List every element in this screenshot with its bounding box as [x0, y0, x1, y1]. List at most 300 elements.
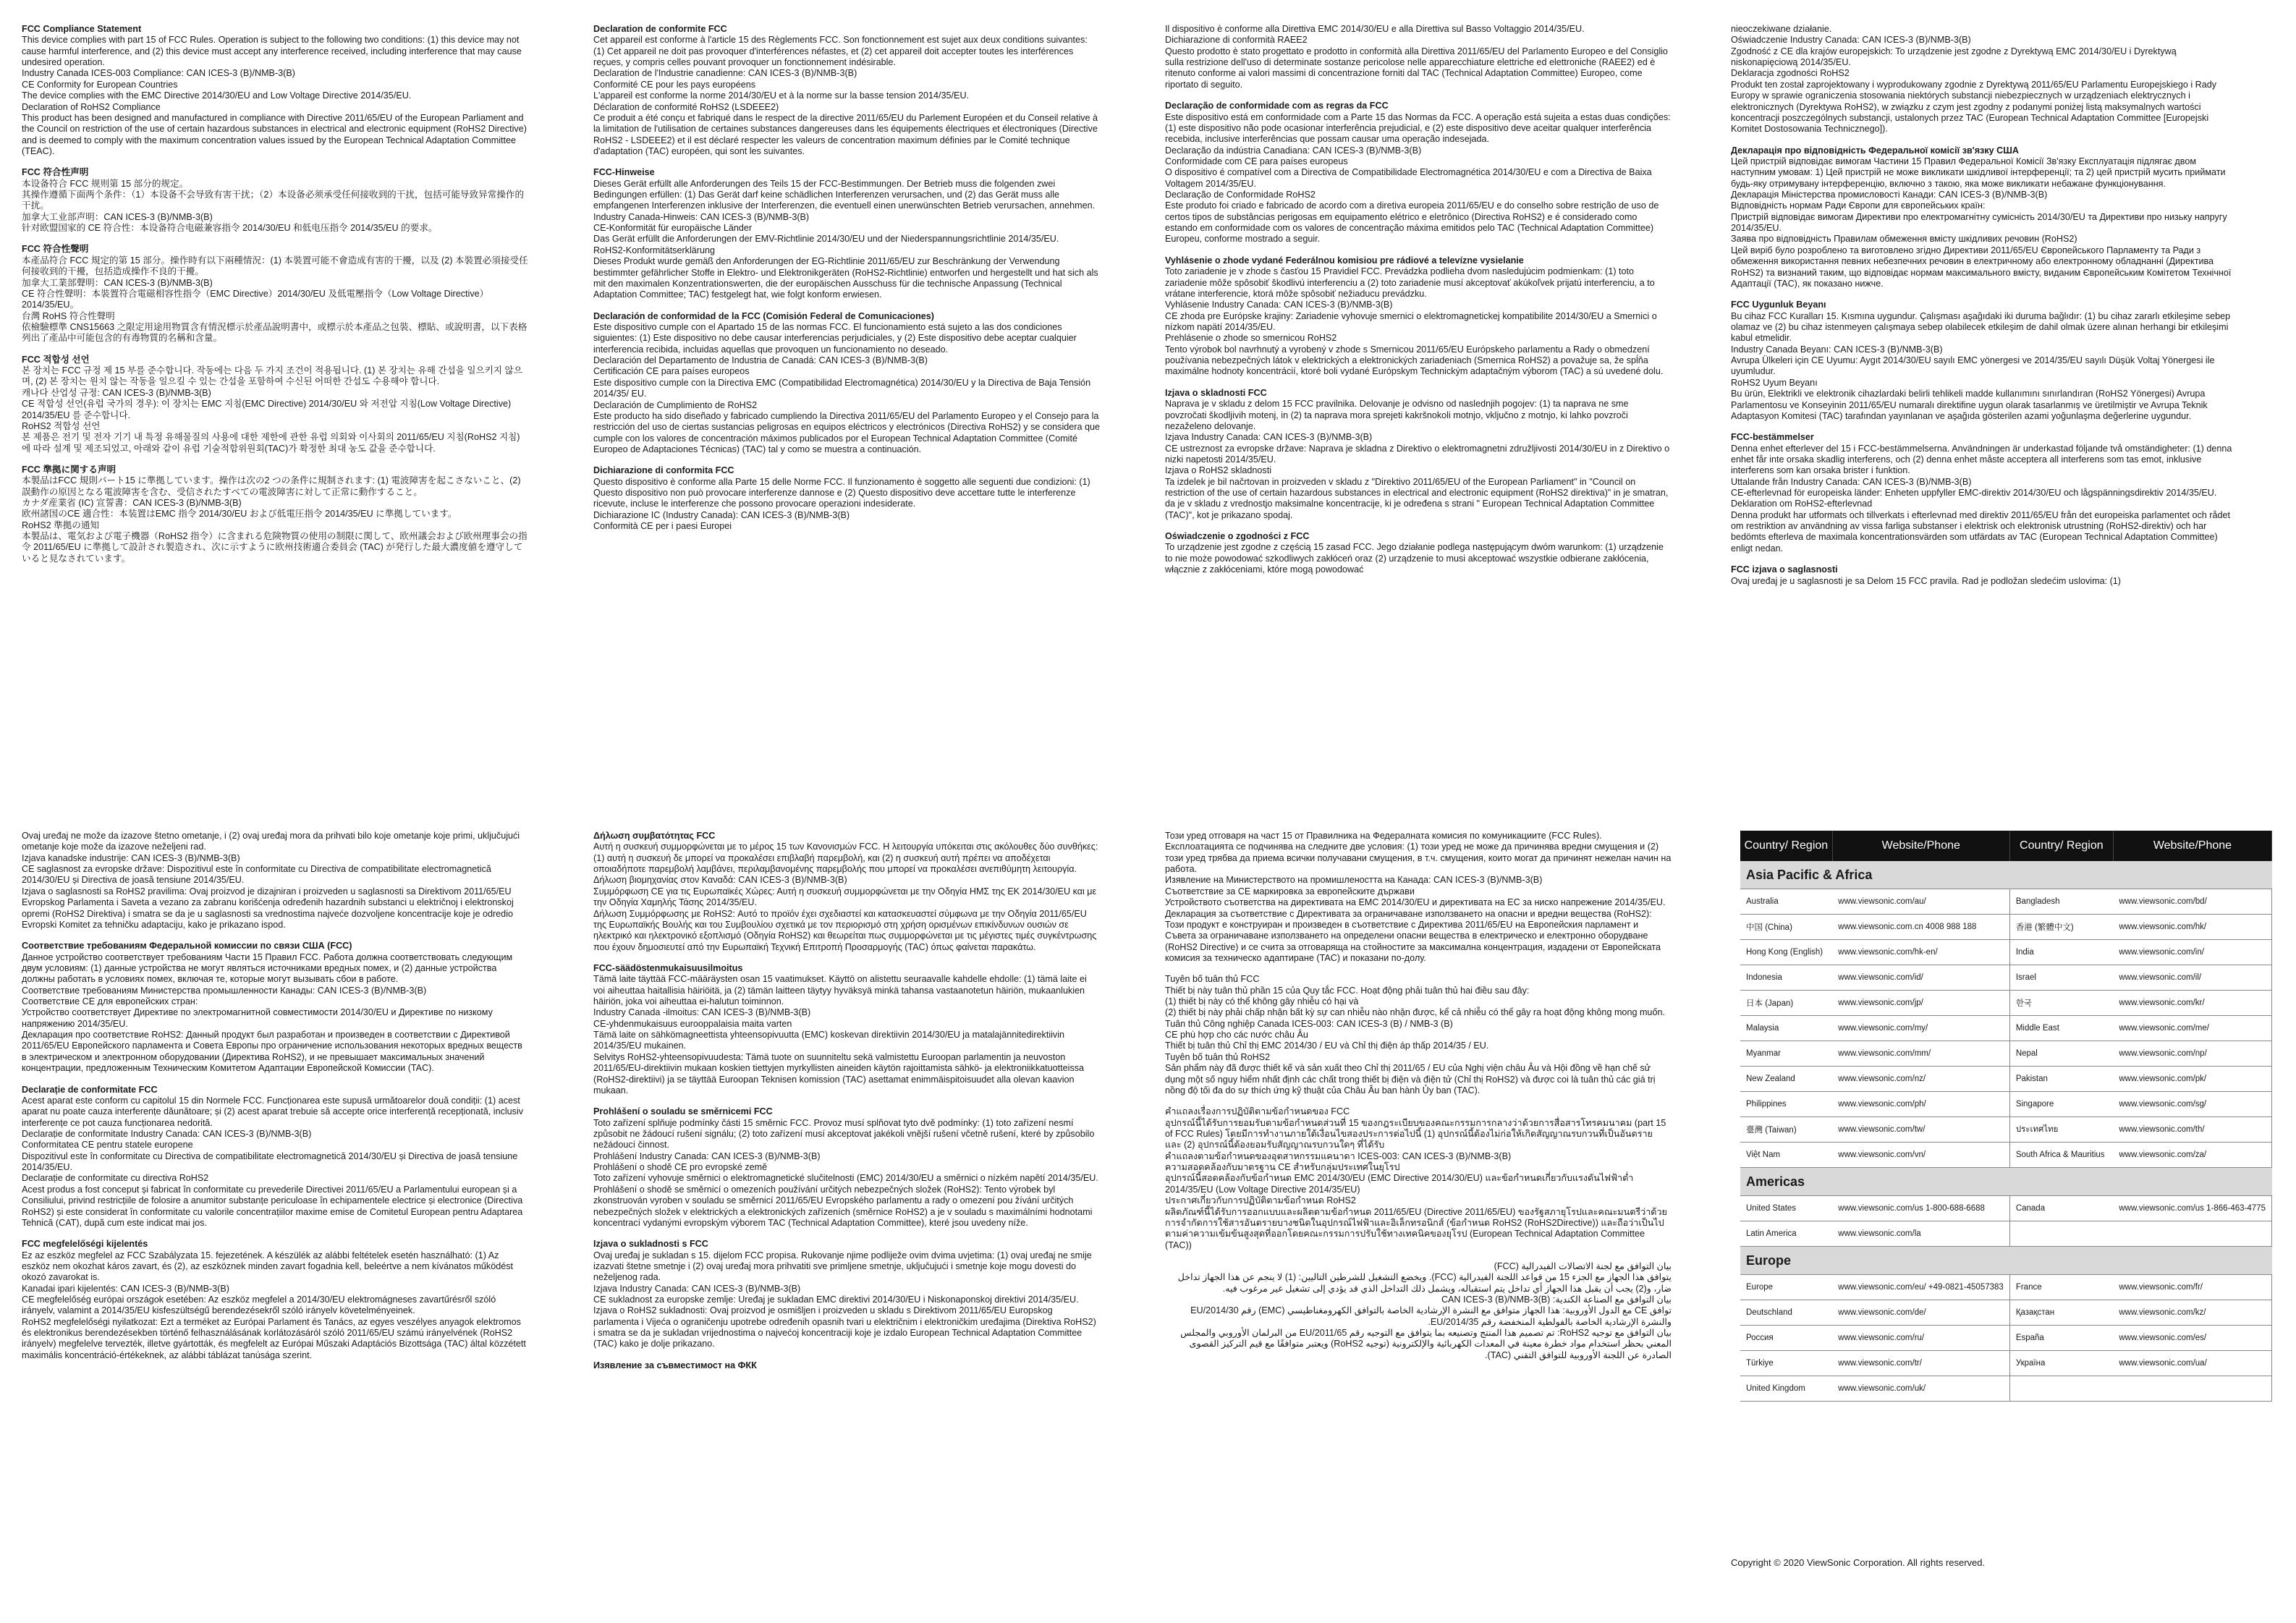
section-paragraph: Este dispositivo está em conformidade com a Parte 15 das Normas da FCC. A operação está sujeita a estas duas condições: (1) este dispositivo não pode ocasionar interferência prejudicial, e (2) este dispositivo deve aceitar qualquer interferência recebida, inclusive interferências que possam causar uma operação indesejada.: [1165, 111, 1671, 145]
compliance-section: [22, 1085, 528, 1229]
compliance-section: [1165, 531, 1672, 575]
section-paragraph: Tämä laite täyttää FCC-määräysten osan 15 vaatimukset. Käyttö on alistettu seuraavalle kahdelle ehdolle: (1) tämä laite ei voi aiheuttaa haitallisia häiriöitä, ja (2) tämän laitteen täytyy hyväksyä minkä tahansa vastaanotetun häiriön, mukaanlukien häiriön, joka voi aiheuttaa ei-halutun toiminnon.: [593, 974, 1087, 1007]
header-country-region: Country/ Region: [2009, 831, 2113, 861]
website-cell[interactable]: www.viewsonic.com/au/: [1832, 889, 2009, 915]
section-paragraph: Декларація Міністерства промисловості Канади: CAN ICES-3 (B)/NMB-3(B): [1731, 190, 2048, 200]
website-cell[interactable]: www.viewsonic.com/us 1-800-688-6688: [1832, 1196, 2009, 1221]
region-name: Europe: [1740, 1247, 2272, 1275]
website-cell[interactable]: www.viewsonic.com/us 1-866-463-4775: [2113, 1196, 2271, 1221]
section-paragraph: The device complies with the EMC Directive 2014/30/EU and Low Voltage Directive 2014/35/EU.: [22, 90, 412, 101]
section-title: Δήλωση συμβατότητας FCC: [593, 831, 716, 841]
website-cell[interactable]: www.viewsonic.com/uk/: [1832, 1376, 2009, 1402]
section-paragraph: Tento výrobok bol navrhnutý a vyrobený v zhode s Smernicou 2011/65/EU Európskeho parlamentu a Rady o obmedzení používania nebezpečných látok v elektrických a elektronických zariadeniach (Smernica RoHS2) a považuje sa, že spĺňa maximálne hodnoty koncentrácií, ktoré boli vydané Európskym Technickým adaptačným výborom (TAC) a sú uvedené dolu.: [1165, 344, 1664, 377]
section-paragraph: Ez az eszköz megfelel az FCC Szabályzata 15. fejezetének. A készülék az alábbi feltételek esetén használható: (1) Az eszköz nem okozhat káros zavart, és (2), az eszköznek minden zavart fogadnia kell, beleértve a nem kívánatos működést okozó zavarokat is.: [22, 1250, 513, 1283]
compliance-section: [22, 1239, 528, 1361]
section-paragraph: Δήλωση βιομηχανίας στον Καναδά: CAN ICES-3 (B)/NMB-3(B): [593, 875, 847, 886]
section-paragraph: Dieses Gerät erfüllt alle Anforderungen des Teils 15 der FCC-Bestimmungen. Der Betrieb muss die folgenden zwei Bedingungen erfüllen: (1) Das Gerät darf keine schädlichen Interferenzen verursachen, und (2) das Gerät muss alle empfangenen Interferenzen inklusive der Interferenzen, die eventuell einen unerwünschten Betrieb verursachen, annehmen.: [593, 178, 1096, 211]
section-paragraph: CE-yhdenmukaisuus eurooppalaisia maita varten: [593, 1018, 792, 1029]
country-cell: United States: [1740, 1196, 1832, 1221]
compliance-section: [1165, 974, 1672, 1096]
website-cell[interactable]: www.viewsonic.com/kr/: [2113, 991, 2271, 1016]
section-paragraph: CE-efterlevnad för europeiska länder: Enheten uppfyller EMC-direktiv 2014/30/EU och lågspänningsdirektiv 2014/35/EU.: [1731, 488, 2217, 499]
website-cell[interactable]: www.viewsonic.com/la: [1832, 1221, 2009, 1247]
compliance-section: [1165, 101, 1672, 245]
section-paragraph: Устройството съответства на директивата на ЕМС 2014/30/EU и директивата на ЕС за ниско напрежение 2014/35/EU.: [1165, 897, 1666, 908]
table-row: [1740, 1376, 2272, 1402]
table-row: [1740, 965, 2272, 991]
section-paragraph: Declaração da indústria Canadiana: CAN ICES-3 (B)/NMB-3(B): [1165, 145, 1422, 156]
compliance-section: [22, 355, 528, 454]
website-cell[interactable]: www.viewsonic.com/bd/: [2113, 889, 2271, 915]
section-paragraph: 本製品は、電気および電子機器（RoHS2 指令）に含まれる危険物質の使用の制限に関して、欧州議会および欧州理事会の指令 2011/65/EU に準拠して設計され製造され、次に示すように欧州技術適合委員会 (TAC) が発行した最大濃度値を遵守していると見なされています。: [22, 531, 528, 564]
section-paragraph: بيان التوافق مع الصناعة الكندية: CAN ICES-3 (B)/NMB-3(B): [1441, 1294, 1672, 1305]
section-paragraph: Съответствие за СЕ маркировка за европейските държави: [1165, 886, 1415, 897]
section-paragraph: Industry Canada ICES-003 Compliance: CAN ICES-3 (B)/NMB-3(B): [22, 68, 295, 79]
section-paragraph: Ce produit a été conçu et fabriqué dans le respect de la directive 2011/65/EU du Parlement Européen et du Conseil relative à la limitation de l'utilisation de certaines substances dangereuses dans les équipements électriques et électroniques (Directive RoHS2 - LSDEEE2) et il est déclaré respecter les valeurs de concentration maximum définies par le Comité technique d'adaptation (TAC) européen, qui sont les suivantes.: [593, 112, 1098, 156]
section-paragraph: Prohlášení o shodě CE pro evropské země: [593, 1162, 768, 1173]
section-paragraph: ประกาศเกี่ยวกับการปฏิบัติตามข้อกำหนด RoHS2: [1165, 1195, 1356, 1206]
section-paragraph: Declaration de l'Industrie canadienne: CAN ICES-3 (B)/NMB-3(B): [593, 68, 857, 79]
compliance-section: [22, 24, 528, 157]
section-paragraph: 依檢驗標準 CNS15663 之限定用途用物質含有情況標示於產品說明書中，或標示於本產品之包裝、標貼、或說明書，以下表格列出了產品中可能包含的有毒物質的名稱和含量。: [22, 321, 528, 344]
country-cell: India: [2009, 940, 2113, 965]
compliance-section: [22, 465, 528, 564]
region-name: Americas: [1740, 1168, 2272, 1196]
section-title: FCC izjava o saglasnosti: [1731, 564, 1838, 575]
section-title: FCC 符合性聲明: [22, 244, 89, 255]
compliance-section: [22, 167, 528, 234]
section-paragraph: This product has been designed and manufactured in compliance with Directive 2011/65/EU of the European Parliament and the Council on restriction of the use of certain hazardous substances in electrical and electronic equipment (RoHS2 Directive) and is deemed to comply with the maximum concentration values issued by the European Technical Adaptation Committee (TEAC).: [22, 112, 527, 156]
country-cell: France: [2009, 1275, 2113, 1300]
section-paragraph: RoHS2 적합성 선언: [22, 420, 101, 431]
section-paragraph: Conformité CE pour les pays européens: [593, 79, 756, 90]
section-paragraph: Този уред отговаря на част 15 от Правилника на Федералната комисия по комуникациите (FCC Rules). Експлоатацията се подчинява на следните две условия: (1) този уред не може да причинява вредни смущения и (2) този уред трябва да приема всички получавани смущения, в т.ч. смущения, които могат да причинят нежелан начин на работа.: [1165, 831, 1672, 875]
section-paragraph: Izjava Industry Canada: CAN ICES-3 (B)/NMB-3(B): [1165, 432, 1373, 443]
compliance-column-4: [1731, 24, 2237, 747]
section-paragraph: 본 제품은 전기 및 전자 기기 내 특정 유해물질의 사용에 대한 제한에 관한 유럽 의회와 이사회의 2011/65/EU 지침(RoHS2 지침)에 따라 설계 및 제조되었고, 아래와 같이 유럽 기술적합위원회(TAC)가 확정한 최대 농도 값을 준수합니다.: [22, 432, 520, 454]
section-title: Izjava o skladnosti FCC: [1165, 387, 1267, 398]
section-paragraph: CE 적합성 선언(유럽 국가의 경우): 이 장치는 EMC 지침(EMC Directive) 2014/30/EU 와 저전압 지침(Low Voltage Directive) 2014/35/EU 를 준수합니다.: [22, 399, 512, 420]
table-row: [1740, 1351, 2272, 1376]
country-cell: España: [2009, 1326, 2113, 1351]
section-paragraph: 加拿大工業部聲明：CAN ICES-3 (B)/NMB-3(B): [22, 277, 213, 288]
section-paragraph: Dieses Produkt wurde gemäß den Anforderungen der EG-Richtlinie 2011/65/EU zur Beschränkung der Verwendung bestimmter gefährlicher Stoffe in Elektro- und Elektronikgeräten (RoHS2-Richtlinie) entworfen und hergestellt und hat sich als mit den maximalen Konzentrationswerten, die der europäischen Ausschuss für die technische Anpassung (Technical Adaptation Committee; TAC) festgelegt hat, wie folgt konform erwiesen.: [593, 256, 1098, 300]
section-title: FCC Compliance Statement: [22, 24, 142, 34]
header-website-phone: Website/Phone: [1832, 831, 2009, 861]
table-row: [1740, 1275, 2272, 1300]
section-paragraph: Vyhlásenie Industry Canada: CAN ICES-3 (B)/NMB-3(B): [1165, 300, 1393, 310]
section-paragraph: Данное устройство соответствует требованиям Части 15 Правил FCC. Работа должна соответствовать следующим двум условиям: (1) данные устройства не могут являться источниками вредных помех, и (2) данные устройства должны работать в условиях помех, включая те, которые могут вызывать сбои в работе.: [22, 952, 513, 985]
section-paragraph: To urządzenie jest zgodne z częścią 15 zasad FCC. Jego działanie podlega następującym dwóm warunkom: (1) urządzenie to nie może powodować szkodliwych zakłóceń oraz (2) urządzenie to musi akceptować wszystkie odbierane zakłócenia, włącznie z zakłóceniami, które mogą powodować: [1165, 542, 1664, 575]
section-paragraph: Declaración de Cumplimiento de RoHS2: [593, 399, 758, 410]
website-cell[interactable]: www.viewsonic.com/mm/: [1832, 1041, 2009, 1067]
country-cell: 日本 (Japan): [1740, 991, 1832, 1016]
country-cell: Middle East: [2009, 1016, 2113, 1041]
country-cell: Indonesia: [1740, 965, 1832, 991]
section-title: FCC-bestämmelser: [1731, 432, 1814, 443]
section-paragraph: Tuân thủ Công nghiệp Canada ICES-003: CAN ICES-3 (B) / NMB-3 (B): [1165, 1018, 1453, 1029]
section-paragraph: Certificación CE para países europeos: [593, 366, 750, 377]
section-paragraph: Ovaj uređaj ne može da izazove štetno ometanje, i (2) ovaj uređaj mora da prihvati bilo koje ometanje koje primi, uključujući ometanje koje može da izazove neželjeni rad.: [22, 831, 520, 852]
region-header-row: [1740, 861, 2272, 889]
section-paragraph: CE sukladnost za europske zemlje: Uređaj je sukladan EMC direktivi 2014/30/EU i Niskonaponskoj direktivi 2014/35/EU.: [593, 1294, 1079, 1305]
section-paragraph: Tuyên bố tuân thủ FCC: [1165, 974, 1260, 985]
section-paragraph: CE ustreznost za evropske države: Naprava je skladna z Direktivo o elektromagnetni združljivosti 2014/30/EU in z Direktivo o nizki napetosti 2014/35/EU.: [1165, 443, 1670, 465]
section-paragraph: RoHS2 準拠の通知: [22, 520, 100, 530]
compliance-section: [593, 1239, 1100, 1350]
website-cell[interactable]: www.viewsonic.com/jp/: [1832, 991, 2009, 1016]
country-cell: South Africa & Mauritius: [2009, 1143, 2113, 1168]
compliance-section: [593, 465, 1100, 532]
section-paragraph: Δήλωση Συμμόρφωσης με RoHS2: Αυτό το προϊόν έχει σχεδιαστεί και κατασκευαστεί σύμφωνα με την Οδηγία 2011/65/EU της Ευρωπαϊκής Βουλής και του Συμβουλίου σχετικά με τον περιορισμό στη χρήση ορισμένων επικίνδυνων ουσιών σε ηλεκτρικό και ηλεκτρονικό εξοπλισμό (Οδηγία RoHS2) και θεωρείται πως συμμορφώνεται με τις μέγιστες τιμές συγκέντρωσης που έχουν δημοσιευτεί από την Ευρωπαϊκή Τεχνική Επιτροπή Προσαρμογής (TAC) όπως φαίνεται παρακάτω.: [593, 908, 1097, 952]
compliance-section: [593, 831, 1100, 953]
section-paragraph: Пристрій відповідає вимогам Директиви про електромагнітну сумісність 2014/30/EU та Директиви про низьку напругу 2014/35/EU.: [1731, 211, 2227, 234]
website-cell[interactable]: www.viewsonic.com/kz/: [2113, 1300, 2271, 1326]
website-cell[interactable]: www.viewsonic.com/me/: [2113, 1016, 2271, 1041]
website-cell[interactable]: www.viewsonic.com/hk/: [2113, 915, 2271, 940]
region-name: Asia Pacific & Africa: [1740, 861, 2272, 889]
compliance-section: [593, 1106, 1100, 1229]
section-paragraph: 캐나다 산업성 규정: CAN ICES-3 (B)/NMB-3(B): [22, 387, 211, 398]
website-cell[interactable]: www.viewsonic.com/za/: [2113, 1143, 2271, 1168]
website-cell[interactable]: www.viewsonic.com/np/: [2113, 1041, 2271, 1067]
table-row: [1740, 889, 2272, 915]
country-cell: Myanmar: [1740, 1041, 1832, 1067]
section-paragraph: Изявление на Министерството на промишлеността на Канада: CAN ICES-3 (B)/NMB-3(B): [1165, 875, 1543, 886]
section-paragraph: Declaración del Departamento de Industria de Canadá: CAN ICES-3 (B)/NMB-3(B): [593, 355, 928, 366]
website-cell[interactable]: www.viewsonic.com/tw/: [1832, 1117, 2009, 1143]
section-paragraph: Questo dispositivo è conforme alla Parte 15 delle Norme FCC. Il funzionamento è soggetto alle seguenti due condizioni: (1) Questo dispositivo non può provocare interferenze dannose e (2) Questo dispositivo deve accettare tutte le interferenze ricevute, incluse le interferenze che possono provocare operazioni indesiderate.: [593, 476, 1090, 509]
website-cell[interactable]: www.viewsonic.com/fr/: [2113, 1275, 2271, 1300]
compliance-column-1: [22, 24, 528, 747]
section-title: Соответствие требованиям Федеральной комиссии по связи США (FCC): [22, 941, 352, 952]
section-paragraph: يتوافق هذا الجهاز مع الجزء 15 من قواعد اللجنة الفيدرالية (FCC). ويخضع التشغيل للشرطين التاليين: (1) لا ينجم عن هذا الجهاز تداخل ضار، و(2) يجب أن يقبل هذا الجهاز أي تداخل يتم استقباله، ويشمل ذلك التداخل الذي قد يؤدي إلى تشغيل غير مرغوب فيه.: [1177, 1272, 1672, 1294]
section-paragraph: Ta izdelek je bil načrtovan in proizveden v skladu z "Direktivo 2011/65/EU of the European Parliament" in "Council on restriction of the use of certain hazardous substances in electrical and electronic equipment (RoHS2 direktiva)" in je smatran, da je v skladu z vrednostjo maksimalne koncentracije, ki je određena s strani " European Technical Adaptation Committee (TAC)", kot je prikazano spodaj.: [1165, 476, 1669, 520]
country-cell: Latin America: [1740, 1221, 1832, 1247]
section-paragraph: 欧州諸国のCE 適合性：本装置はEMC 指令 2014/30/EU および低電圧指令 2014/35/EU に準拠しています。: [22, 509, 457, 520]
website-cell[interactable]: www.viewsonic.com/ua/: [2113, 1351, 2271, 1376]
section-paragraph: อุปกรณ์นี้สอดคล้องกับข้อกำหนด EMC 2014/30/EU (EMC Directive 2014/30/EU) และข้อกำหนดเกี่ยวกับแรงดันไฟฟ้าต่ำ 2014/35/EU (Low Voltage Directive 2014/35/EU): [1165, 1173, 1634, 1195]
section-paragraph: Conformitatea CE pentru statele europene: [22, 1140, 193, 1150]
website-cell[interactable]: www.viewsonic.com/eu/ +49-0821-45057383: [1832, 1275, 2009, 1300]
country-cell: Hong Kong (English): [1740, 940, 1832, 965]
website-cell[interactable]: www.viewsonic.com/in/: [2113, 940, 2271, 965]
country-cell: Malaysia: [1740, 1016, 1832, 1041]
compliance-section: [1731, 24, 2237, 135]
country-cell: Nepal: [2009, 1041, 2113, 1067]
section-paragraph: 本设备符合 FCC 规则第 15 部分的规定。: [22, 178, 189, 189]
section-paragraph: Συμμόρφωση CE για τις Ευρωπαϊκές Χώρες: Αυτή η συσκευή συμμορφώνεται με την Οδηγία ΗΜΣ της ΕΚ 2014/30/EU και με την Οδηγία Χαμηλής Τάσης 2014/35/EU.: [593, 886, 1097, 908]
compliance-section: [1731, 432, 2237, 554]
section-paragraph: Декларация про соответствие RoHS2: Данный продукт был разработан и произведен в соответствии с Директивой 2011/65/EU Европейского парламента и Совета Европы про ограничение использования некоторых вредных веществ в электрическом и электронном оборудовании (Директива RoHS2), и не превышает максимальных значений концентрации, предложенным Техническим Комитетом Адаптации Европейской Комиссии (TAC).: [22, 1030, 522, 1074]
compliance-section: [593, 167, 1100, 300]
compliance-section: [1731, 145, 2237, 290]
table-row: [1740, 1016, 2272, 1041]
website-cell[interactable]: www.viewsonic.com/ph/: [1832, 1092, 2009, 1117]
section-paragraph: Цей пристрій відповідає вимогам Частини 15 Правил Федеральної Комісії Зв'язку Експлуатація підлягає двом наступним умовам: 1) Цей пристрій не може викликати шкідливої інтерференції; та 2) цей пристрій мусить приймати будь-яку отримувану інтерференцію, включно з такою, яка може викликати небажане функціонування.: [1731, 156, 2226, 189]
section-paragraph: CE-Konformität für europäische Länder: [593, 223, 753, 234]
compliance-column-6: [593, 831, 1100, 1598]
country-cell: Deutschland: [1740, 1300, 1832, 1326]
section-paragraph: Conformidade com CE para países europeus: [1165, 156, 1348, 166]
website-cell[interactable]: www.viewsonic.com/vn/: [1832, 1143, 2009, 1168]
table-row: [1740, 940, 2272, 965]
compliance-section: [22, 941, 528, 1074]
section-paragraph: Cet appareil est conforme à l'article 15 des Règlements FCC. Son fonctionnement est sujet aux deux conditions suivantes: (1) Cet appareil ne doit pas provoquer d'interférences néfastes, et (2) cet appareil doit accepter toutes les interférences reçues, y compris celles pouvant provoquer un fonctionnement indésirable.: [593, 35, 1088, 68]
compliance-column-5: [22, 831, 528, 1598]
section-title: Изявление за съвместимост на ФКК: [593, 1360, 757, 1370]
country-cell: 中国 (China): [1740, 915, 1832, 940]
website-cell[interactable]: www.viewsonic.com/tr/: [1832, 1351, 2009, 1376]
section-paragraph: CE saglasnost za evropske države: Dispozitivul este în conformitate cu Directiva de compatibilitate electromagnetică 2014/30/EU și Directiva de joasă tensiune 2014/35/EU.: [22, 864, 491, 886]
section-paragraph: بيان التوافق مع توجيه RoHS2: تم تصميم هذا المنتج وتصنيعه بما يتوافق مع التوجيه رقم EU/2011/65 من البرلمان الأوروبي والمجلس المعني بحظر استخدام مواد خطرة معينة في المعدات الكهربائية والإلكترونية (توجيه RoHS2) ويعتبر متوافقًا مع قيم التركيز القصوى الصادرة عن اللجنة الأوروبية للتوافق التقني (TAC).: [1180, 1328, 1672, 1360]
website-cell[interactable]: www.viewsonic.com.cn 4008 988 188: [1832, 915, 2009, 940]
country-cell: Türkiye: [1740, 1351, 1832, 1376]
section-paragraph: Відповідність нормам Ради Європи для європейських країн:: [1731, 200, 1986, 211]
section-paragraph: Dichiarazione di conformità RAEE2: [1165, 35, 1308, 46]
country-cell: Bangladesh: [2009, 889, 2113, 915]
header-country-region: Country/ Region: [1740, 831, 1832, 861]
section-paragraph: อุปกรณ์นี้ได้รับการยอมรับตามข้อกำหนดส่วนที่ 15 ของกฎระเบียบของคณะกรรมการกลางว่าด้วยการสื่อสารโทรคมนาคม (part 15 of FCC Rules) โดยมีการทำงานภายใต้เงื่อนไขสองประการต่อไปนี้ (1) อุปกรณ์นี้ต้องไม่ก่อให้เกิดสัญญาณรบกวนที่เป็นอันตราย และ (2) อุปกรณ์นี้ต้องยอมรับสัญญาณรบกวนใดๆ ที่ได้รับ: [1165, 1117, 1666, 1150]
section-paragraph: คำแถลงเรื่องการปฏิบัติตามข้อกำหนดของ FCC: [1165, 1106, 1350, 1117]
section-title: Oświadczenie o zgodności z FCC: [1165, 531, 1310, 542]
compliance-column-3: [1165, 24, 1672, 747]
section-paragraph: ความสอดคล้องกับมาตรฐาน CE สำหรับกลุ่มประเทศในยุโรป: [1165, 1162, 1400, 1173]
section-paragraph: 针对欧盟国家的 CE 符合性：本设备符合电磁兼容指令 2014/30/EU 和低电压指令 2014/35/EU 的要求。: [22, 223, 438, 234]
section-paragraph: (2) thiết bị này phải chấp nhận bất kỳ sự can nhiễu nào nhận được, kể cả nhiễu có thể gây ra hoạt động không mong muốn.: [1165, 1007, 1665, 1018]
country-cell: Pakistan: [2009, 1067, 2113, 1092]
section-paragraph: Declaração de Conformidade RoHS2: [1165, 190, 1316, 200]
section-paragraph: Dichiarazione IC (Industry Canada): CAN ICES-3 (B)/NMB-3(B): [593, 509, 850, 520]
section-paragraph: Sản phẩm này đã được thiết kế và sản xuất theo Chỉ thị 2011/65 / EU của Nghị viện châu Âu và Hội đồng về hạn chế sử dụng một số nguy hiểm nhất định các chất trong thiết bị điện và điện tử (Chỉ thị RoHS2) và được coi là tuân thủ các giá trị nồng độ tối đa do sự thích ứng kỹ thuật của Châu Âu ban hành Ủy ban (TAC).: [1165, 1063, 1656, 1096]
website-cell[interactable]: www.viewsonic.com/my/: [1832, 1016, 2009, 1041]
section-title: Declaration de conformite FCC: [593, 24, 727, 34]
section-paragraph: 本產品符合 FCC 規定的第 15 部分。操作時有以下兩種情況：(1) 本裝置可能不會造成有害的干擾，以及 (2) 本裝置必須接受任何接收到的干擾，包括造成操作不良的干擾。: [22, 255, 528, 277]
section-paragraph: 本製品はFCC 規則パート15 に準拠しています。操作は次の2 つの条件に規制されます: (1) 電波障害を起こさないこと、(2) 誤動作の原因となる電波障害を含む、受信されたすべての電波障害に対して正常に動作すること。: [22, 475, 521, 497]
section-title: Dichiarazione di conformita FCC: [593, 465, 734, 476]
section-paragraph: 본 장치는 FCC 규정 제 15 부를 준수합니다. 작동에는 다음 두 가지 조건이 적용됩니다. (1) 본 장치는 유해 간섭을 일으키지 않으며, (2) 본 장치는 원치 않는 작동을 일으킬 수 있는 간섭을 포함하여 수신된 어떠한 간섭도 수용해야 합니다.: [22, 365, 522, 387]
country-cell: Philippines: [1740, 1092, 1832, 1117]
section-paragraph: Αυτή η συσκευή συμμορφώνεται με το μέρος 15 των Κανονισμών FCC. Η λειτουργία υπόκειται στις ακόλουθες δύο συνθήκες: (1) αυτή η συσκευή δε μπορεί να προκαλέσει επιβλαβή παρεμβολή, και (2) η συσκευή αυτή πρέπει να αποδέχεται οποιαδήποτε παρεμβολή λαμβάνει, περιλαμβανομένης παρεμβολής που μπορεί να προκαλέσει ανεπιθύμητη λειτουργία.: [593, 842, 1098, 875]
section-paragraph: Bu cihaz FCC Kuralları 15. Kısmına uygundur. Çalışması aşağıdaki iki duruma bağlıdır: (1) bu cihaz zararlı etkileşime sebep olamaz ve (2) bu cihaz istenmeyen çalışmaya sebep olabilecek etkileşim de dahil olmak üzere alınan herhangi bir etkileşimi kabul etmelidir.: [1731, 310, 2231, 344]
section-paragraph: Naprava je v skladu z delom 15 FCC pravilnika. Delovanje je odvisno od naslednjih pogojev: (1) ta naprava ne sme povzročati škodljivih motenj, in (2) ta naprava mora sprejeti kakršnokoli motnjo, vključno z motnjo, ki lahko povzroči nezaželeno delovanje.: [1165, 399, 1629, 431]
section-paragraph: This device complies with part 15 of FCC Rules. Operation is subject to the following two conditions: (1) this device may not cause harmful interference, and (2) this device must accept any interference received, including interference that may cause undesired operation.: [22, 35, 522, 68]
section-paragraph: Tämä laite on sähkömagneettista yhteensopivuutta (EMC) koskevan direktiivin 2014/30/EU ja matalajännitedirektiivin 2014/35/EU mukainen.: [593, 1030, 1065, 1051]
section-paragraph: Zgodność z CE dla krajów europejskich: To urządzenie jest zgodne z Dyrektywą EMC 2014/30/EU i Dyrektywą niskonapięciową 2014/35/EU.: [1731, 46, 2177, 68]
section-title: Declaración de conformidad de la FCC (Comisión Federal de Comunicaciones): [593, 310, 934, 321]
section-paragraph: Цей виріб було розроблено та виготовлено згідно Директиви 2011/65/EU Європейського Парламенту та Ради з обмеження використання певних небезпечних речовин в електричному або електронному обладнанні (Директива RoHS2) та визнаний таким, що відповідає нормам максимального вмісту, виданим Європейським Комітетом Технічної Адаптації (TAC), як показано нижче.: [1731, 245, 2232, 289]
country-cell: [2009, 1221, 2113, 1247]
section-paragraph: Prohlášení Industry Canada: CAN ICES-3 (B)/NMB-3(B): [593, 1150, 821, 1161]
section-paragraph: Izjava o RoHS2 skladnosti: [1165, 465, 1271, 476]
country-cell: Australia: [1740, 889, 1832, 915]
section-title: FCC megfelelőségi kijelentés: [22, 1239, 148, 1250]
section-paragraph: Tuyên bố tuân thủ RoHS2: [1165, 1051, 1271, 1062]
section-title: FCC-Hinweise: [593, 167, 655, 178]
section-paragraph: Industry Canada-Hinweis: CAN ICES-3 (B)/NMB-3(B): [593, 211, 810, 222]
section-paragraph: Izjava o RoHS2 sukladnosti: Ovaj proizvod je osmišljen i proizveden u skladu s Direktivom 2011/65/EU Europskog parlamenta i Vijeća o ograničenju upotrebe određenih opasnih tvari u električnim i elektroničkim uređajima (Direktiva RoHS2) i smatra se da je sukladan vrijednostima o najvećoj koncentraciji koje je izdalo European Technical Adaptation Committee (TAC) kako je dolje prikazano.: [593, 1305, 1096, 1349]
section-paragraph: CE megfelelőség európai országok esetében: Az eszköz megfelel a 2014/30/EU elektromágneses zavartűrésről szóló irányelv, valamint a 2014/35/EU kisfeszültségű berendezésekről szóló irányelv követelményeinek.: [22, 1294, 496, 1316]
section-paragraph: Oświadczenie Industry Canada: CAN ICES-3 (B)/NMB-3(B): [1731, 35, 1971, 46]
section-paragraph: Industry Canada -ilmoitus: CAN ICES-3 (B)/NMB-3(B): [593, 1007, 811, 1018]
section-paragraph: Соответствие CE для европейских стран:: [22, 996, 198, 1007]
section-paragraph: Toto zařízení vyhovuje směrnici o elektromagnetické slučitelnosti (EMC) 2014/30/EU a směrnici o nízkém napětí 2014/35/EU.: [593, 1173, 1098, 1184]
section-paragraph: CE zhoda pre Európske krajiny: Zariadenie vyhovuje smernici o elektromagnetickej kompatibilite 2014/30/EU a Smernici o nízkom napätí 2014/35/EU.: [1165, 310, 1657, 332]
website-cell[interactable]: www.viewsonic.com/pk/: [2113, 1067, 2271, 1092]
table-row: [1740, 1221, 2272, 1247]
compliance-section: [1165, 255, 1672, 378]
section-paragraph: Déclaration de conformité RoHS2 (LSDEEE2): [593, 101, 779, 112]
section-title: Declarație de conformitate FCC: [22, 1084, 158, 1095]
section-paragraph: O dispositivo é compatível com a Directiva de Compatibilidade Electromagnética 2014/30/EU e com a Directiva de Baixa Voltagem 2014/35/EU.: [1165, 167, 1652, 189]
section-paragraph: بيان التوافق مع لجنة الاتصالات الفيدرالية (FCC): [1494, 1260, 1672, 1271]
website-cell[interactable]: www.viewsonic.com/il/: [2113, 965, 2271, 991]
country-cell: Россия: [1740, 1326, 1832, 1351]
section-title: FCC-säädöstenmukaisuusilmoitus: [593, 962, 743, 973]
country-cell: 한국: [2009, 991, 2113, 1016]
country-cell: Europe: [1740, 1275, 1832, 1300]
section-paragraph: RoHS2-Konformitätserklärung: [593, 245, 715, 255]
copyright-notice: Copyright © 2020 ViewSonic Corporation. All rights reserved.: [1731, 1557, 1986, 1568]
section-paragraph: Declarație de conformitate Industry Canada: CAN ICES-3 (B)/NMB-3(B): [22, 1128, 312, 1139]
section-paragraph: nieoczekiwane działanie.: [1731, 24, 1832, 34]
website-cell: [2113, 1221, 2271, 1247]
section-paragraph: Denna enhet efterlever del 15 i FCC-bestämmelserna. Användningen är underkastad följande två omständigheter: (1) denna enhet får inte orsaka skadlig interferens, och (2) denna enhet måste acceptera all interferens som tas emot, inklusive interferens som kan orsaka brister i funktion.: [1731, 443, 2232, 476]
website-cell[interactable]: www.viewsonic.com/de/: [1832, 1300, 2009, 1326]
section-paragraph: RoHS2 Uyum Beyanı: [1731, 377, 1818, 388]
section-paragraph: ผลิตภัณฑ์นี้ได้รับการออกแบบและผลิตตามข้อกำหนด 2011/65/EU (Directive 2011/65/EU) ของรัฐสภายุโรปและคณะมนตรีว่าด้วยการจำกัดการใช้สารอันตรายบางชนิดในอุปกรณ์ไฟฟ้าและอิเล็กทรอนิกส์ (ข้อกำหนด RoHS2 (RoHS2Directive)) และถือว่าเป็นไปตามค่าความเข้มข้นสูงสุดที่ออกโดยคณะกรรมการปรับใช้ทางเทคนิคของยุโรป (European Technical Adaptation Committee (TAC)): [1165, 1206, 1667, 1250]
section-paragraph: CE Conformity for European Countries: [22, 79, 178, 90]
compliance-section: [22, 244, 528, 344]
section-paragraph: Kanadai ipari kijelentés: CAN ICES-3 (B)/NMB-3(B): [22, 1283, 229, 1294]
country-cell: Singapore: [2009, 1092, 2113, 1117]
section-paragraph: (1) thiết bị này có thể không gây nhiễu có hại và: [1165, 996, 1359, 1007]
compliance-section: [593, 24, 1100, 157]
section-paragraph: Izjava o saglasnosti sa RoHS2 pravilima: Ovaj proizvod je dizajniran i proizveden u saglasnosti sa Direktivom 2011/65/EU Evropskog Parlamenta i Saveta a vezano za zabranu korišćenja određenih hazardnih substanci u električnoj i elektronskoj opremi (RoHS2 Direktiva) i smatra se da je u saglasnosti sa vrednostima najveće dozvoljene koncentracije koje je odredio Evropski Komitet za tehničku adaptaciju, kako je prikazano ispod.: [22, 886, 514, 930]
compliance-section: [1165, 24, 1672, 90]
table-row: [1740, 1092, 2272, 1117]
section-paragraph: Conformità CE per i paesi Europei: [593, 521, 732, 532]
section-title: FCC 적합성 선언: [22, 354, 90, 365]
table-row: [1740, 1117, 2272, 1143]
compliance-section: [1165, 831, 1672, 964]
section-paragraph: L'appareil est conforme la norme 2014/30/EU et à la norme sur la basse tension 2014/35/EU.: [593, 90, 970, 101]
section-title: Declaração de conformidade com as regras da FCC: [1165, 101, 1389, 111]
country-cell: Қазақстан: [2009, 1300, 2113, 1326]
section-paragraph: 台灣 RoHS 符合性聲明: [22, 310, 115, 321]
table-row: [1740, 1067, 2272, 1092]
country-cell: Canada: [2009, 1196, 2113, 1221]
section-title: FCC 符合性声明: [22, 167, 89, 178]
section-paragraph: Thiết bị này tuân thủ phần 15 của Quy tắc FCC. Hoạt động phải tuân thủ hai điều sau đây:: [1165, 985, 1530, 996]
section-title: Izjava o sukladnosti s FCC: [593, 1239, 708, 1250]
website-cell[interactable]: www.viewsonic.com/sg/: [2113, 1092, 2271, 1117]
section-paragraph: Заява про відповідність Правилам обмеження вмісту шкідливих речовин (RoHS2): [1731, 234, 2077, 245]
compliance-section: [1165, 1106, 1672, 1251]
compliance-section: [593, 1360, 1100, 1371]
website-cell[interactable]: www.viewsonic.com/th/: [2113, 1117, 2271, 1143]
compliance-section: [593, 311, 1100, 456]
website-cell[interactable]: www.viewsonic.com/hk-en/: [1832, 940, 2009, 965]
section-paragraph: CE phù hợp cho các nước châu Âu: [1165, 1030, 1308, 1041]
section-paragraph: Il dispositivo è conforme alla Direttiva EMC 2014/30/EU e alla Direttiva sul Basso Voltaggio 2014/35/EU.: [1165, 24, 1585, 34]
country-cell: New Zealand: [1740, 1067, 1832, 1092]
website-cell[interactable]: www.viewsonic.com/id/: [1832, 965, 2009, 991]
region-header-row: [1740, 1247, 2272, 1275]
table-row: [1740, 1300, 2272, 1326]
section-paragraph: Соответствие требованиям Министерства промышленности Канады: CAN ICES-3 (B)/NMB-3(B): [22, 985, 427, 996]
section-paragraph: Uttalande från Industry Canada: CAN ICES-3 (B)/NMB-3(B): [1731, 476, 1972, 487]
compliance-section: [1165, 388, 1672, 521]
country-cell: [2009, 1376, 2113, 1402]
section-paragraph: Устройство соответствует Директиве по электромагнитной совместимости 2014/30/EU и Директиве по низкому напряжению 2014/35/EU.: [22, 1007, 493, 1029]
region-header-row: [1740, 1168, 2272, 1196]
table-row: [1740, 915, 2272, 940]
website-cell[interactable]: www.viewsonic.com/ru/: [1832, 1326, 2009, 1351]
section-paragraph: Toto zařízení splňuje podmínky části 15 směrnic FCC. Provoz musí splňovat tyto dvě podmínky: (1) toto zařízení nesmí způsobit ne žádoucí rušení signálu; (2) toto zařízení musí akceptovat jakékoli vnější rušení včetně rušení, které by způsobilo nežádoucí činnost.: [593, 1117, 1095, 1150]
section-paragraph: Das Gerät erfüllt die Anforderungen der EMV-Richtlinie 2014/30/EU und der Niederspannungsrichtlinie 2014/35/EU.: [593, 234, 1059, 245]
section-paragraph: توافق CE مع الدول الأوروبية: هذا الجهاز متوافق مع النشرة الإرشادية الخاصة بالتوافق الكهرومغناطيسي (EMC) رقم 2014/30/EU والنشرة الإرشادية الخاصة بالفولطية المنخفضة رقم 2014/35/EU.: [1190, 1305, 1672, 1327]
section-paragraph: Prohlášení o shodě se směrnicí o omezeních používání určitých nebezpečných složek (RoHS2): Tento výrobek byl zkonstruován vyroben v souladu se směrnicí 2011/65/EU Evropského parlamentu a rady o omezení pou žívání určitých nebezpečných složek v elektrických a elektronických zařízeních (směrnice RoHS2) a je v souladu s maximálními hodnotami koncentrací vydanými evropským výborem TAC (Technical Adaptation Committee), které jsou uvedeny níže.: [593, 1184, 1093, 1228]
section-paragraph: Avrupa Ülkeleri için CE Uyumu: Aygıt 2014/30/EU sayılı EMC yönergesi ve 2014/35/EU sayılı Düşük Voltaj Yönergesi ile uyumludur.: [1731, 355, 2215, 377]
compliance-section: [1165, 1261, 1672, 1361]
section-paragraph: Este dispositivo cumple con la Directiva EMC (Compatibilidad Electromagnética) 2014/30/EU y la Directiva de Baja Tensión 2014/35/ EU.: [593, 377, 1091, 399]
section-paragraph: Izjava Industry Canada: CAN ICES-3 (B)/NMB-3(B): [593, 1283, 801, 1294]
section-paragraph: Acest aparat este conform cu capitolul 15 din Normele FCC. Funcționarea este supusă următoarelor două condiții: (1) acest aparat nu poate cauza interferențe dăunătoare; și (2) acest aparat trebuie să accepte orice interferență recepționată, inclusiv interferențe ce pot cauza funcționarea nedorită.: [22, 1095, 524, 1128]
section-paragraph: Industry Canada Beyanı: CAN ICES-3 (B)/NMB-3(B): [1731, 344, 1943, 355]
section-title: Декларація про відповідність Федеральної комісії зв'язку США: [1731, 145, 2019, 156]
section-paragraph: カナダ産業省 (IC) 宣誓書：CAN ICES-3 (B)/NMB-3(B): [22, 498, 242, 509]
section-paragraph: Produkt ten został zaprojektowany i wyprodukowany zgodnie z Dyrektywą 2011/65/EU Parlamentu Europejskiego i Rady Europy w sprawie ograniczenia stosowania niektórych substancji niebezpiecznych w urządzeniach elektrycznych i elektronicznych (Dyrektywa RoHS2), w związku z czym jest zgodny z podanymi poniżej listą maksymalnych wartości koncentracji poszczególnych substancji, ustalonych przez TAC (European Technical Adaptation Committee [Europejski Komitet Dostosowania Technicznego]).: [1731, 79, 2217, 135]
section-paragraph: Toto zariadenie je v zhode s časťou 15 Pravidiel FCC. Prevádzka podlieha dvom nasledujúcim podmienkam: (1) toto zariadenie môže spôsobiť škodlivú interferenciu a (2) toto zariadenie musí akceptovať akúkoľvek prijatú interferenciu, a to vrátane interferencie, ktorá môže spôsobiť nežiaducu prevádzku.: [1165, 266, 1655, 299]
section-paragraph: RoHS2 megfelelőségi nyilatkozat: Ezt a terméket az Európai Parlament és Tanács, az egyes veszélyes anyagok elektromos és elektronikus berendezésekben történő felhasználásának korlátozásáról szóló 2011/65/EU számú irányelvének (RoHS2 irányelv) megfelelve tervezték, illetve gyártották, és megfelelt az Európai Műszaki Adaptációs Bizottsága (TAC) által közzétett maximális koncentráció-értékeknek, az alábbi táblázat tanúsága szerint.: [22, 1316, 526, 1360]
section-title: Vyhlásenie o zhode vydané Federálnou komisiou pre rádiové a televízne vysielanie: [1165, 255, 1524, 266]
country-cell: Israel: [2009, 965, 2113, 991]
compliance-section: [1731, 564, 2237, 587]
compliance-column-2: [593, 24, 1100, 747]
country-cell: ประเทศไทย: [2009, 1117, 2113, 1143]
section-paragraph: Deklaracja zgodności RoHS2: [1731, 68, 1850, 79]
section-paragraph: Este producto ha sido diseñado y fabricado cumpliendo la Directiva 2011/65/EU del Parlamento Europeo y el Consejo para la restricción del uso de ciertas sustancias peligrosas en equipos eléctricos y electrónicos (Directiva RoHS2) y se considera que cumple con los valores de concentración máximos publicados por el European Technical Adaptation Committee (Comité Europeo de Adaptaciones Técnicas) (TAC) tal y como se muestra a continuación.: [593, 410, 1100, 454]
section-paragraph: Ovaj uređaj je u saglasnosti je sa Delom 15 FCC pravila. Rad je podložan sledećim uslovima: (1): [1731, 575, 2121, 586]
table-row: [1740, 1041, 2272, 1067]
section-paragraph: CE 符合性聲明：本裝置符合電磁相容性指令（EMC Directive）2014/30/EU 及低電壓指令（Low Voltage Directive）2014/35/EU。: [22, 288, 489, 310]
table-row: [1740, 1326, 2272, 1351]
compliance-section: [1731, 300, 2237, 422]
website-cell[interactable]: www.viewsonic.com/nz/: [1832, 1067, 2009, 1092]
section-paragraph: Ovaj uređaj je sukladan s 15. dijelom FCC propisa. Rukovanje njime podliježe ovim dvima uvjetima: (1) ovaj uređaj ne smije izazvati štetne smetnje i (2) ovaj uređaj mora prihvatiti sve primljene smetnje, uključujući i smetnje koje mogu dovesti do neželjenog rada.: [593, 1250, 1092, 1283]
section-title: FCC 準拠に関する声明: [22, 464, 117, 475]
table-row: [1740, 1143, 2272, 1168]
header-website-phone: Website/Phone: [2113, 831, 2271, 861]
section-paragraph: Questo prodotto è stato progettato e prodotto in conformità alla Direttiva 2011/65/EU del Parlamento Europeo e del Consiglio sulla restrizione dell'uso di determinate sostanze pericolose nelle apparecchiature elettriche ed elettroniche (RAEE2) ed è ritenuto conforme ai valori massimi di concentrazione forniti dal TAC (Technical Adaptation Committee) Europeo, come riportato di seguito.: [1165, 46, 1668, 90]
section-paragraph: Thiết bị tuân thủ Chỉ thị EMC 2014/30 / EU và Chỉ thị điện áp thấp 2014/35 / EU.: [1165, 1041, 1489, 1051]
section-paragraph: Prehlásenie o zhode so smernicou RoHS2: [1165, 333, 1337, 344]
table-header-row: [1740, 831, 2272, 861]
website-cell[interactable]: www.viewsonic.com/es/: [2113, 1326, 2271, 1351]
compliance-column-7: [1165, 831, 1672, 1598]
country-cell: 香港 (繁體中文): [2009, 915, 2113, 940]
section-paragraph: Dispozitivul este în conformitate cu Directiva de compatibilitate electromagnetică 2014/30/EU și Directiva de joasă tensiune 2014/35/EU.: [22, 1150, 518, 1173]
section-paragraph: Izjava kanadske industrije: CAN ICES-3 (B)/NMB-3(B): [22, 852, 240, 863]
section-title: Prohlášení o souladu se směrnicemi FCC: [593, 1106, 773, 1117]
country-cell: 臺灣 (Taiwan): [1740, 1117, 1832, 1143]
section-paragraph: คำแถลงตามข้อกำหนดของอุตสาหกรรมแคนาดา ICES-003: CAN ICES-3 (B)/NMB-3(B): [1165, 1150, 1512, 1161]
country-cell: Việt Nam: [1740, 1143, 1832, 1168]
section-paragraph: Este dispositivo cumple con el Apartado 15 de las normas FCC. El funcionamiento está sujeto a las dos condiciones siguientes: (1) Este dispositivo no debe causar interferencias perjudiciales, y (2) Este dispositivo debe aceptar cualquier interferencia recibida, incluidas aquellas que provoquen un funcionamiento no deseado.: [593, 321, 1077, 355]
section-paragraph: 其操作遵循下面两个条件：（1）本设备不会导致有害干扰；（2）本设备必须承受任何接收到的干扰，包括可能导致异常操作的干扰。: [22, 190, 525, 211]
country-cell: Україна: [2009, 1351, 2113, 1376]
